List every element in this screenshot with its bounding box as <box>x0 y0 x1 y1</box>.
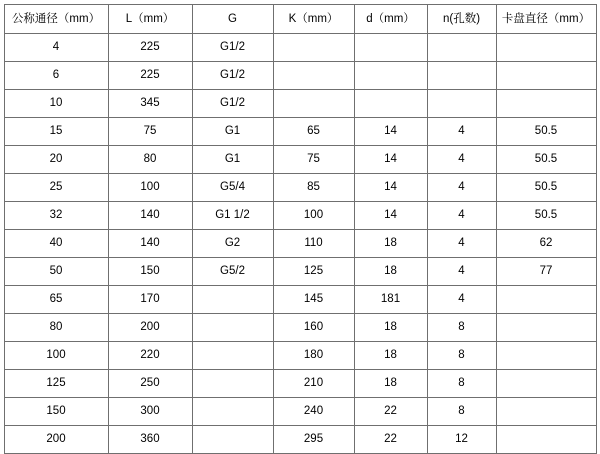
cell-thread <box>192 342 273 370</box>
table-row <box>4 398 596 426</box>
column-header-nominal-diameter: 公称通径（mm） <box>4 5 108 34</box>
cell-length: 300 <box>108 398 192 426</box>
cell-length: 140 <box>108 202 192 230</box>
cell-hole-count <box>427 62 496 90</box>
cell-thread: G1 1/2 <box>192 202 273 230</box>
cell-hole-count: 8 <box>427 314 496 342</box>
table-row <box>4 146 596 174</box>
column-header-length: L（mm） <box>108 5 192 34</box>
cell-k: 125 <box>273 258 354 286</box>
cell-length: 80 <box>108 146 192 174</box>
cell-d: 18 <box>354 370 427 398</box>
cell-chuck-diameter: 50.5 <box>496 174 596 202</box>
cell-thread: G5/4 <box>192 174 273 202</box>
cell-length: 220 <box>108 342 192 370</box>
cell-k: 295 <box>273 426 354 454</box>
cell-hole-count: 4 <box>427 118 496 146</box>
cell-chuck-diameter: 50.5 <box>496 146 596 174</box>
cell-hole-count: 8 <box>427 370 496 398</box>
cell-length: 150 <box>108 258 192 286</box>
cell-nominal-diameter: 80 <box>4 314 108 342</box>
cell-k <box>273 62 354 90</box>
cell-nominal-diameter: 65 <box>4 286 108 314</box>
cell-chuck-diameter: 62 <box>496 230 596 258</box>
cell-nominal-diameter: 32 <box>4 202 108 230</box>
cell-hole-count: 4 <box>427 146 496 174</box>
table-row <box>4 342 596 370</box>
cell-k: 100 <box>273 202 354 230</box>
table-row <box>4 174 596 202</box>
cell-nominal-diameter: 200 <box>4 426 108 454</box>
cell-k: 85 <box>273 174 354 202</box>
table-row <box>4 426 596 454</box>
cell-d <box>354 62 427 90</box>
table-row <box>4 286 596 314</box>
cell-d <box>354 34 427 62</box>
cell-k <box>273 90 354 118</box>
cell-hole-count <box>427 90 496 118</box>
cell-nominal-diameter: 150 <box>4 398 108 426</box>
cell-length: 75 <box>108 118 192 146</box>
cell-length: 140 <box>108 230 192 258</box>
cell-nominal-diameter: 125 <box>4 370 108 398</box>
cell-k <box>273 34 354 62</box>
table-row <box>4 34 596 62</box>
table-row <box>4 370 596 398</box>
cell-length: 100 <box>108 174 192 202</box>
cell-length: 250 <box>108 370 192 398</box>
cell-thread: G1/2 <box>192 90 273 118</box>
cell-d: 14 <box>354 174 427 202</box>
cell-k: 180 <box>273 342 354 370</box>
table-row <box>4 118 596 146</box>
cell-chuck-diameter <box>496 398 596 426</box>
cell-d: 18 <box>354 314 427 342</box>
cell-thread: G1/2 <box>192 34 273 62</box>
table-row <box>4 258 596 286</box>
table-header <box>4 5 596 34</box>
cell-length: 360 <box>108 426 192 454</box>
cell-d: 18 <box>354 258 427 286</box>
table-row <box>4 62 596 90</box>
table-body <box>4 34 596 454</box>
cell-d: 18 <box>354 342 427 370</box>
cell-chuck-diameter <box>496 34 596 62</box>
table-row <box>4 230 596 258</box>
cell-length: 225 <box>108 62 192 90</box>
cell-chuck-diameter <box>496 62 596 90</box>
cell-chuck-diameter: 50.5 <box>496 118 596 146</box>
table-row <box>4 90 596 118</box>
cell-k: 110 <box>273 230 354 258</box>
cell-nominal-diameter: 10 <box>4 90 108 118</box>
cell-chuck-diameter <box>496 90 596 118</box>
cell-chuck-diameter <box>496 370 596 398</box>
cell-k: 75 <box>273 146 354 174</box>
cell-nominal-diameter: 15 <box>4 118 108 146</box>
cell-hole-count: 4 <box>427 202 496 230</box>
cell-d: 22 <box>354 398 427 426</box>
cell-k: 65 <box>273 118 354 146</box>
cell-chuck-diameter <box>496 426 596 454</box>
cell-nominal-diameter: 4 <box>4 34 108 62</box>
cell-thread <box>192 426 273 454</box>
cell-d: 22 <box>354 426 427 454</box>
cell-nominal-diameter: 20 <box>4 146 108 174</box>
cell-d: 18 <box>354 230 427 258</box>
table-row <box>4 202 596 230</box>
cell-length: 225 <box>108 34 192 62</box>
column-header-thread: G <box>192 5 273 34</box>
table-row <box>4 314 596 342</box>
cell-thread <box>192 398 273 426</box>
cell-nominal-diameter: 25 <box>4 174 108 202</box>
cell-nominal-diameter: 40 <box>4 230 108 258</box>
cell-hole-count: 4 <box>427 286 496 314</box>
cell-nominal-diameter: 50 <box>4 258 108 286</box>
cell-d: 14 <box>354 202 427 230</box>
cell-d: 14 <box>354 146 427 174</box>
cell-hole-count: 4 <box>427 258 496 286</box>
cell-chuck-diameter <box>496 286 596 314</box>
column-header-d: d（mm） <box>354 5 427 34</box>
cell-d: 181 <box>354 286 427 314</box>
cell-thread: G2 <box>192 230 273 258</box>
table-header-row <box>4 5 596 34</box>
cell-d <box>354 90 427 118</box>
cell-k: 240 <box>273 398 354 426</box>
cell-hole-count: 4 <box>427 230 496 258</box>
cell-hole-count: 8 <box>427 398 496 426</box>
cell-thread <box>192 314 273 342</box>
cell-chuck-diameter: 50.5 <box>496 202 596 230</box>
cell-thread: G1 <box>192 146 273 174</box>
cell-length: 345 <box>108 90 192 118</box>
cell-length: 200 <box>108 314 192 342</box>
cell-k: 160 <box>273 314 354 342</box>
cell-hole-count: 8 <box>427 342 496 370</box>
cell-hole-count: 4 <box>427 174 496 202</box>
cell-thread: G1/2 <box>192 62 273 90</box>
cell-thread <box>192 370 273 398</box>
cell-thread: G5/2 <box>192 258 273 286</box>
cell-k: 210 <box>273 370 354 398</box>
cell-d: 14 <box>354 118 427 146</box>
column-header-k: K（mm） <box>273 5 354 34</box>
column-header-hole-count: n(孔数) <box>427 5 496 34</box>
cell-hole-count <box>427 34 496 62</box>
cell-chuck-diameter: 77 <box>496 258 596 286</box>
cell-length: 170 <box>108 286 192 314</box>
cell-hole-count: 12 <box>427 426 496 454</box>
cell-thread: G1 <box>192 118 273 146</box>
cell-nominal-diameter: 6 <box>4 62 108 90</box>
cell-k: 145 <box>273 286 354 314</box>
cell-nominal-diameter: 100 <box>4 342 108 370</box>
specification-table <box>4 4 597 454</box>
cell-chuck-diameter <box>496 342 596 370</box>
cell-thread <box>192 286 273 314</box>
column-header-chuck-diameter: 卡盘直径（mm） <box>496 5 596 34</box>
cell-chuck-diameter <box>496 314 596 342</box>
